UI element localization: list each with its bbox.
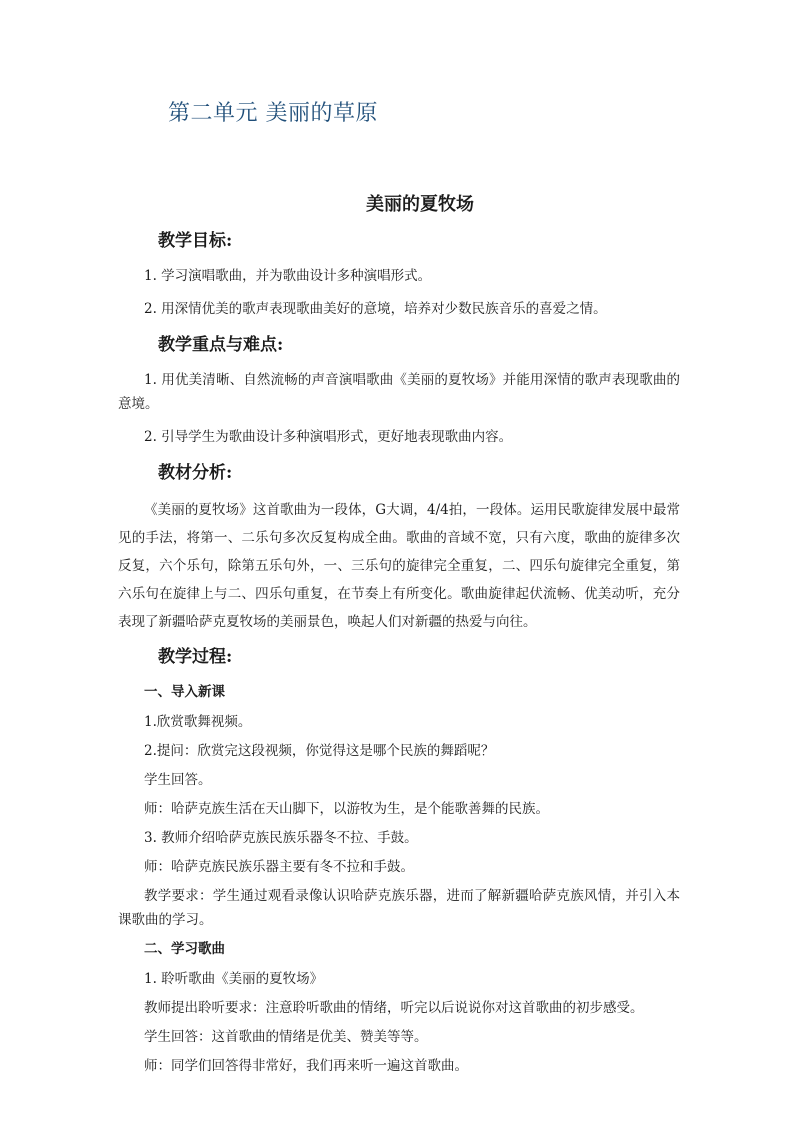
lesson-title: 美丽的夏牧场: [366, 194, 474, 215]
goals-heading: 教学目标:: [158, 231, 233, 251]
process-line: 学生回答：这首歌曲的情绪是优美、赞美等等。: [144, 1029, 428, 1045]
process-line: 师：哈萨克族生活在天山脚下，以游牧为生，是个能歌善舞的民族。: [144, 801, 549, 817]
process-line: 师：同学们回答得非常好，我们再来听一遍这首歌曲。: [144, 1058, 468, 1074]
key-points-heading: 教学重点与难点:: [158, 335, 284, 355]
process-heading: 教学过程:: [158, 647, 233, 667]
process-line: 3. 教师介绍哈萨克族民族乐器冬不拉、手鼓。: [144, 830, 418, 846]
section-title-intro: 一、导入新课: [144, 684, 225, 700]
section-title-learn-song: 二、学习歌曲: [144, 941, 225, 957]
process-line: 1.欣赏歌舞视频。: [144, 714, 252, 730]
key-point-item: 2. 引导学生为歌曲设计多种演唱形式，更好地表现歌曲内容。: [144, 429, 513, 445]
analysis-paragraph: 《美丽的夏牧场》这首歌曲为一段体，G大调，4/4拍，一段体。运用民歌旋律发展中最常见的手法，将第一、二乐句多次反复构成全曲。歌曲的音域不宽，只有六度，歌曲的旋律多次反复，六个乐句，除第五乐句外，一、三乐句的旋律完全重复，二、四乐句旋律完全重复，第六乐句在旋律上与二、四乐句重复，在节奏上有所变化。歌曲旋律起伏流畅、优美动听，充分表现了新疆哈萨克夏牧场的美丽景色，唤起人们对新疆的热爱与向往。: [118, 502, 680, 630]
goal-item: 2. 用深情优美的歌声表现歌曲美好的意境，培养对少数民族音乐的喜爱之情。: [144, 301, 607, 317]
process-line: 1. 聆听歌曲《美丽的夏牧场》: [144, 971, 324, 987]
process-line: 学生回答。: [144, 772, 212, 788]
teaching-requirement: 教学要求：学生通过观看录像认识哈萨克族乐器，进而了解新疆哈萨克族风情，并引入本课歌曲的学习。: [118, 888, 680, 928]
key-point-item: 1. 用优美清晰、自然流畅的声音演唱歌曲《美丽的夏牧场》并能用深情的歌声表现歌曲的意境。: [118, 372, 680, 412]
process-line: 教师提出聆听要求：注意聆听歌曲的情绪，听完以后说说你对这首歌曲的初步感受。: [144, 1000, 644, 1016]
process-line: 师：哈萨克族民族乐器主要有冬不拉和手鼓。: [144, 859, 414, 875]
unit-title: 第二单元 美丽的草原: [168, 101, 378, 126]
document-body: [118, 226, 680, 1083]
analysis-heading: 教材分析:: [158, 463, 233, 483]
goal-item: 1. 学习演唱歌曲，并为歌曲设计多种演唱形式。: [144, 268, 432, 284]
process-line: 2.提问：欣赏完这段视频，你觉得这是哪个民族的舞蹈呢？: [144, 743, 495, 759]
